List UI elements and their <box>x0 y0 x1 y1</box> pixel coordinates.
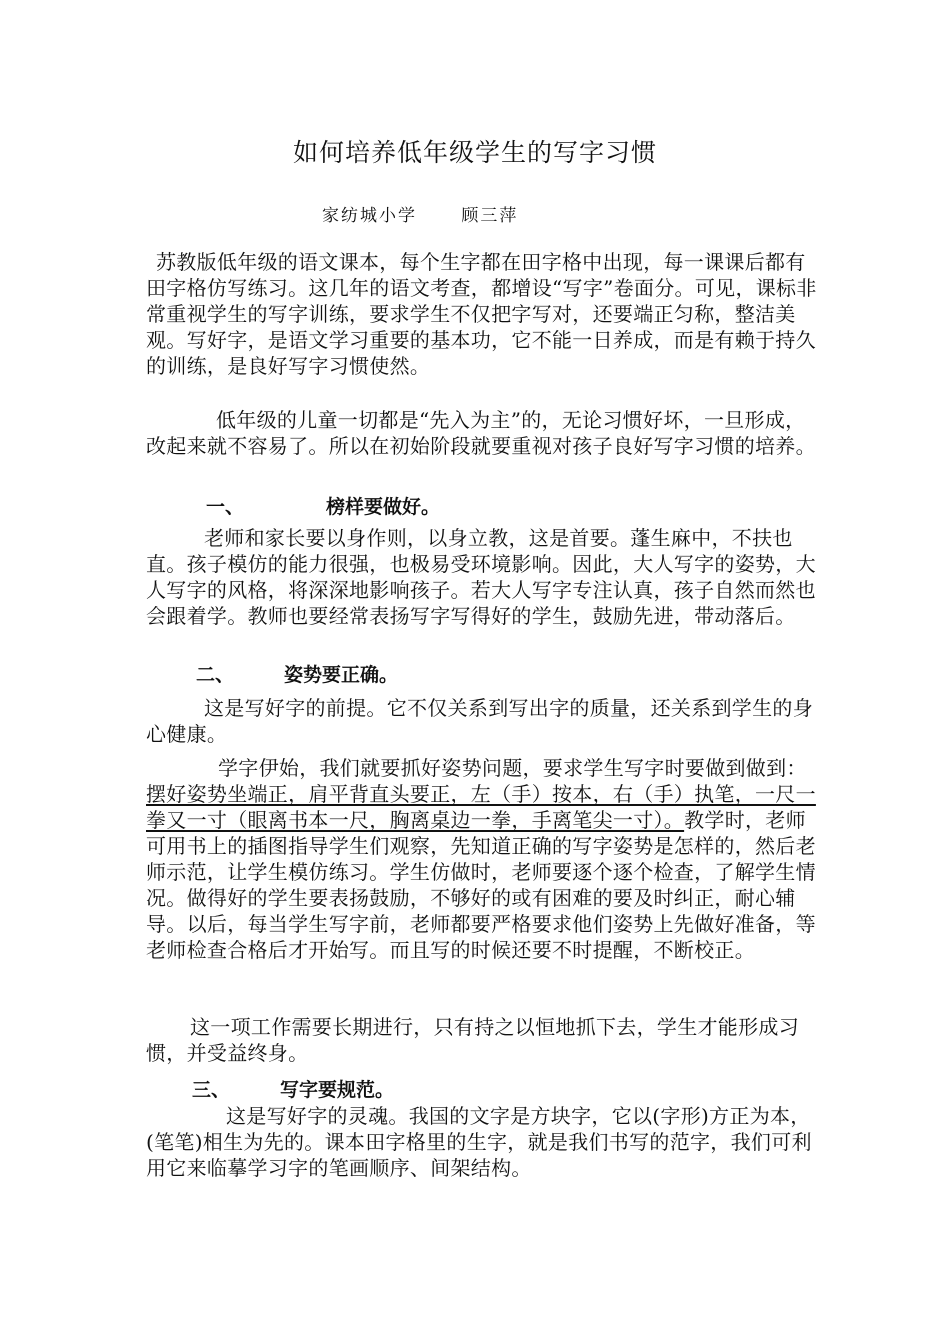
paragraph-role-model: 老师和家长要以身作则，以身立教，这是首要。蓬生麻中，不扶也直。孩子模仿的能力很强，也极易受环境影响。因此，大人写字的姿势，大人写字的风格，将深深地影响孩子。若大人写字专注认真，孩子自然而然也会跟着学。教师也要经常表扬写字写得好的学生，鼓励先进，带动落后。 <box>146 526 816 628</box>
section-number: 三、 <box>192 1079 231 1101</box>
author-line: 家纺城小学 顾三萍 <box>322 206 519 226</box>
section-title: 榜样要做好。 <box>326 496 441 518</box>
paragraph-intro: 苏教版低年级的语文课本，每个生字都在田字格中出现，每一课课后都有田字格仿写练习。这几年的语文考查，都增设“写字”卷面分。可见，课标非常重视学生的写字训练，要求学生不仅把字写对，还要端正匀称，整洁美观。写好字，是语文学习重要的基本功，它不能一日养成，而是有赖于持久的训练，是良好写字习惯使然。 <box>146 250 817 378</box>
paragraph-posture-premise: 这是写好字的前提。它不仅关系到写出字的质量，还关系到学生的身心健康。 <box>146 696 813 746</box>
section-title: 写字要规范。 <box>280 1079 395 1101</box>
section-heading-1 <box>146 492 440 519</box>
section-number: 二、 <box>196 664 235 686</box>
paragraph-posture-detail <box>146 755 822 963</box>
section-heading-2 <box>146 660 398 687</box>
paragraph-persistence: 这一项工作需要长期进行，只有持之以恒地抓下去，学生才能形成习惯，并受益终身。 <box>146 1015 799 1065</box>
paragraph-standards: 这是写好字的灵魂。我国的文字是方块字，它以(字形)方正为本，(笔笔)相生为先的。课本田字格里的生字，就是我们书写的范字，我们可利用它来临摹学习字的笔画顺序、间架结构。 <box>146 1104 812 1180</box>
paragraph-habit: 低年级的儿童一切都是“先入为主”的，无论习惯好坏，一旦形成，改起来就不容易了。所以在初始阶段就要重视对孩子良好写字习惯的培养。 <box>146 408 816 458</box>
section-number: 一、 <box>206 496 245 518</box>
section-heading-3 <box>146 1075 394 1102</box>
section-title: 姿势要正确。 <box>284 664 399 686</box>
posture-intro-text: 学字伊始，我们就要抓好姿势问题，要求学生写字时要做到做到： <box>218 756 807 780</box>
page-title: 如何培养低年级学生的写字习惯 <box>292 138 657 167</box>
posture-rules-underlined: 摆好姿势坐端正，肩平背直头要正，左（手）按本，右（手）执笔，一尺一拳又一寸（眼离书本一尺，胸离桌边一拳，手离笔尖一寸）。 <box>146 782 816 832</box>
posture-teaching-text: 教学时，老师可用书上的插图指导学生们观察，先知道正确的写字姿势是怎样的，然后老师示范，让学生模仿练习。学生仿做时，老师要逐个逐个检查，了解学生情况。做得好的学生要表扬鼓励，不够好的或有困难的要及时纠正，耐心辅导。以后，每当学生写字前，老师都要严格要求他们姿势上先做好准备，等老师检查合格后才开始写。而且写的时候还要不时提醒，不断校正。 <box>146 808 816 962</box>
